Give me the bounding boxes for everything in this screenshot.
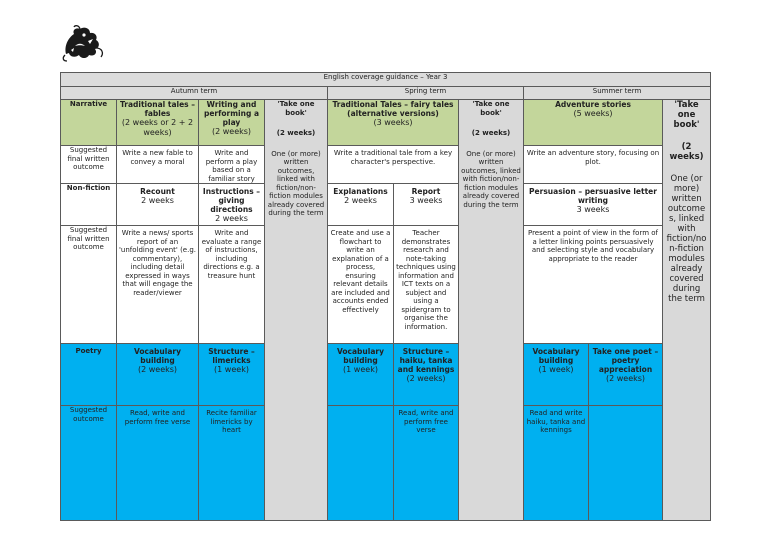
- narrative-autumn-b: [199, 100, 265, 146]
- narrative-label: Narrative: [61, 100, 117, 146]
- nonfiction-autumn-a: [117, 184, 199, 226]
- narrative-autumn-a-outcome: Write a new fable to convey a moral: [117, 146, 199, 184]
- take-one-book-title: 'Take one book': [673, 100, 700, 130]
- module-weeks: (5 weeks): [573, 109, 613, 118]
- module-weeks: (2 weeks or 2 + 2 weeks): [121, 118, 194, 137]
- poetry-summer-b: [589, 344, 663, 406]
- module-title: Vocabulary building: [134, 347, 181, 365]
- module-weeks: (2 weeks): [211, 127, 252, 136]
- take-one-book-title: 'Take one book': [277, 100, 315, 117]
- module-title: Vocabulary building: [337, 347, 384, 365]
- nonfiction-spring-b-outcome: Teacher demonstrates research and note-taking techniques using information and ICT texts on a subject and using a spidergram to organise the information.: [394, 226, 459, 344]
- take-one-book-body: One (or more) written outcomes, linked with fiction/non-fiction modules already covered during the term: [461, 149, 521, 209]
- module-title: Structure – limericks: [208, 347, 255, 365]
- module-title: Explanations: [333, 187, 388, 196]
- suggested-outcome-label: Suggested outcome: [61, 406, 117, 521]
- module-weeks: (2 weeks): [605, 374, 646, 383]
- narrative-autumn-b-outcome: Write and perform a play based on a familiar story: [199, 146, 265, 184]
- autumn-term-header: Autumn term: [61, 87, 328, 100]
- module-weeks: (2 weeks): [137, 365, 178, 374]
- summer-term-header: Summer term: [524, 87, 711, 100]
- take-one-book-body: One (or more) written outcome s, linked with fiction/no n-fiction modules already covered during the term: [666, 174, 707, 304]
- suggested-outcome-label: Suggested final written outcome: [61, 226, 117, 344]
- narrative-summer-outcome: Write an adventure story, focusing on plot.: [524, 146, 663, 184]
- poetry-autumn-a-outcome: Read, write and perform free verse: [117, 406, 199, 521]
- poetry-autumn-b: [199, 344, 265, 406]
- poetry-autumn-b-outcome: Recite familiar limericks by heart: [199, 406, 265, 521]
- table-title: English coverage guidance – Year 3: [61, 73, 711, 87]
- module-title: Report: [411, 187, 441, 196]
- module-weeks: 3 weeks: [576, 205, 610, 214]
- module-weeks: (1 week): [343, 365, 378, 374]
- module-title: Instructions – giving directions: [202, 187, 261, 214]
- take-one-book-summer: [663, 100, 711, 521]
- non-fiction-label: Non-fiction: [61, 184, 117, 226]
- nonfiction-autumn-b: [199, 184, 265, 226]
- nonfiction-summer: [524, 184, 663, 226]
- module-title: Traditional tales – fables: [119, 100, 195, 118]
- nonfiction-autumn-a-outcome: Write a news/ sports report of an 'unfolding event' (e.g. commentary), including detail expressed in ways that will engage the reader/viewer: [117, 226, 199, 344]
- narrative-summer: [524, 100, 663, 146]
- dragon-logo: [60, 24, 106, 64]
- nonfiction-spring-a-outcome: Create and use a flowchart to write an explanation of a process, ensuring relevant details are included and accounts ended effectively: [328, 226, 394, 344]
- module-title: Structure – haiku, tanka and kennings: [397, 347, 455, 374]
- module-title: Recount: [140, 187, 175, 196]
- poetry-summer-a: [524, 344, 589, 406]
- nonfiction-spring-b: [394, 184, 459, 226]
- blank-cell: [589, 406, 663, 521]
- module-weeks: 2 weeks: [141, 196, 174, 205]
- spring-term-header: Spring term: [328, 87, 524, 100]
- take-one-book-weeks: (2 weeks): [276, 129, 316, 137]
- narrative-autumn-a: [117, 100, 199, 146]
- module-title: Adventure stories: [555, 100, 631, 109]
- take-one-book-autumn: [265, 100, 328, 521]
- take-one-book-body: One (or more) written outcomes, linked with fiction/non-fiction modules already covered during the term: [267, 149, 325, 217]
- take-one-book-title: 'Take one book': [472, 100, 510, 117]
- module-weeks: 2 weeks: [215, 214, 248, 223]
- narrative-spring-outcome: Write a traditional tale from a key character's perspective.: [328, 146, 459, 184]
- module-weeks: (2 weeks): [406, 374, 446, 383]
- poetry-spring-a: [328, 344, 394, 406]
- module-weeks: 2 weeks: [344, 196, 377, 205]
- blank-cell: [328, 406, 394, 521]
- module-weeks: (1 week): [538, 365, 574, 374]
- nonfiction-spring-a: [328, 184, 394, 226]
- poetry-autumn-a: [117, 344, 199, 406]
- poetry-spring-a-outcome: Read, write and perform free verse: [394, 406, 459, 521]
- narrative-spring: [328, 100, 459, 146]
- coverage-table: [60, 72, 711, 521]
- nonfiction-summer-outcome: Present a point of view in the form of a letter linking points persuasively and selecting style and vocabulary appropriate to the reader: [524, 226, 663, 344]
- poetry-spring-b-outcome: Read and write haiku, tanka and kennings: [524, 406, 589, 521]
- nonfiction-autumn-b-outcome: Write and evaluate a range of instructions, including directions e.g. a treasure hunt: [199, 226, 265, 344]
- module-title: Take one poet – poetry appreciation: [592, 347, 659, 374]
- module-title: Vocabulary building: [532, 347, 580, 365]
- poetry-label: Poetry: [61, 344, 117, 406]
- take-one-book-weeks: (2 weeks): [669, 142, 704, 162]
- module-weeks: (3 weeks): [373, 118, 413, 127]
- take-one-book-spring: [459, 100, 524, 521]
- module-title: Traditional Tales – fairy tales (alternative versions): [332, 100, 454, 118]
- poetry-spring-b: [394, 344, 459, 406]
- module-weeks: 3 weeks: [409, 196, 443, 205]
- module-title: Writing and performing a play: [203, 100, 260, 127]
- module-weeks: (1 week): [214, 365, 249, 374]
- take-one-book-weeks: (2 weeks): [471, 129, 511, 137]
- suggested-outcome-label: Suggested final written outcome: [61, 146, 117, 184]
- module-title: Persuasion – persuasive letter writing: [529, 187, 657, 205]
